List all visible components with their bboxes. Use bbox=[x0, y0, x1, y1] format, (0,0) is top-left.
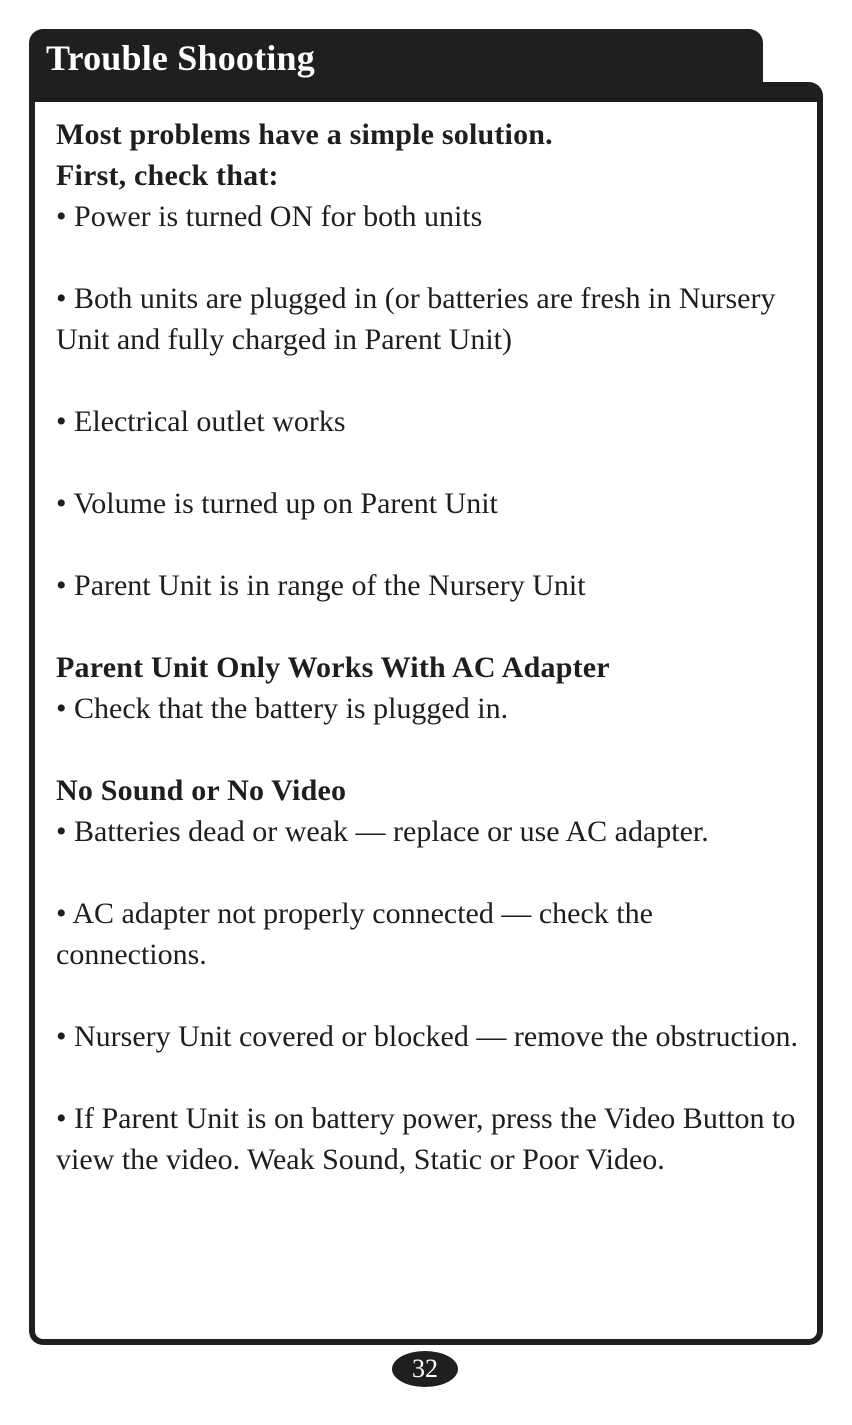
list-item: • Batteries dead or weak — replace or use AC adapter. bbox=[56, 815, 709, 848]
content-body bbox=[56, 114, 802, 1180]
check-item: • Both units are plugged in (or batteries are fresh in Nursery Unit and fully charged in Parent Unit) bbox=[56, 282, 776, 356]
check-item: • Volume is turned up on Parent Unit bbox=[56, 487, 498, 520]
check-item: • Parent Unit is in range of the Nursery Unit bbox=[56, 569, 586, 602]
list-item: • AC adapter not properly connected — check the connections. bbox=[56, 897, 653, 971]
intro-subheading: First, check that: bbox=[56, 159, 279, 192]
intro-heading: Most problems have a simple solution. bbox=[56, 118, 553, 151]
list-item: • Check that the battery is plugged in. bbox=[56, 692, 509, 725]
page-number-badge: 32 bbox=[392, 1351, 458, 1387]
check-item: • Power is turned ON for both units bbox=[56, 200, 483, 233]
section-heading-no-sound-video: No Sound or No Video bbox=[56, 774, 347, 807]
page-title: Trouble Shooting bbox=[46, 38, 315, 78]
list-item: • Nursery Unit covered or blocked — remove the obstruction. bbox=[56, 1020, 798, 1053]
check-item: • Electrical outlet works bbox=[56, 405, 346, 438]
list-item: • If Parent Unit is on battery power, press the Video Button to view the video. Weak Sound, Static or Poor Video. bbox=[56, 1102, 796, 1176]
section-heading-ac-adapter: Parent Unit Only Works With AC Adapter bbox=[56, 651, 610, 684]
